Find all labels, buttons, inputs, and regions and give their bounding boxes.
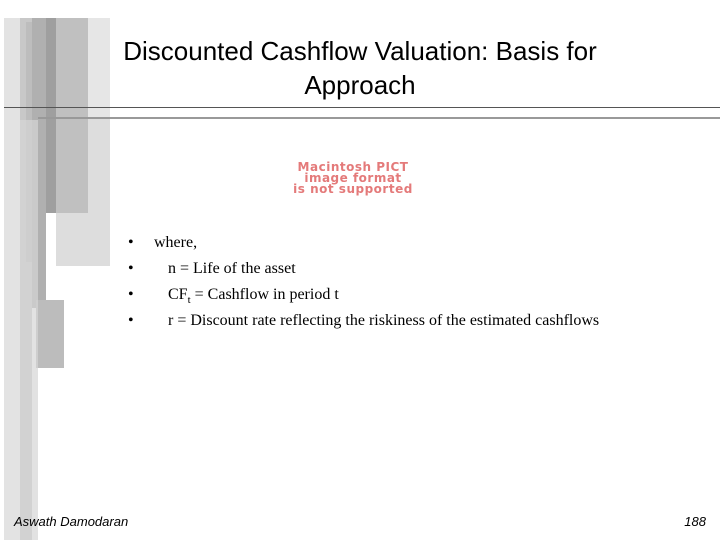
footer-author: Aswath Damodaran: [14, 514, 129, 529]
bullet-icon: •: [128, 234, 134, 251]
bullet-text: = Cashflow in period t: [190, 286, 339, 303]
bullet-text: where,: [154, 234, 198, 251]
bullet-text: n = Life of the asset: [168, 260, 296, 277]
title-divider: [4, 107, 720, 108]
bullet-icon: •: [128, 312, 134, 329]
slide-title-line-1: Discounted Cashflow Valuation: Basis for: [123, 36, 597, 66]
list-item: [128, 282, 599, 308]
list-item: [128, 256, 599, 282]
placeholder-line-1: Macintosh PICT: [297, 160, 409, 174]
cashflow-symbol: CF: [168, 286, 188, 303]
title-divider-shadow: [38, 117, 720, 119]
decorative-bar: [4, 18, 20, 540]
decorative-bar: [20, 120, 38, 540]
list-item: [128, 230, 599, 256]
placeholder-line-2: image format: [304, 171, 402, 185]
list-item: [128, 308, 599, 334]
bullet-text: r = Discount rate reflecting the riskiness of the estimated cashflows: [168, 312, 600, 329]
slide-title: [60, 34, 660, 102]
bullet-list: [128, 230, 599, 334]
page-number: 188: [684, 514, 706, 529]
slide-title-line-2: Approach: [304, 70, 416, 100]
bullet-icon: •: [128, 260, 134, 277]
unsupported-image-placeholder: [268, 162, 438, 195]
bullet-icon: •: [128, 286, 134, 303]
cashflow-subscript: t: [187, 294, 191, 307]
decorative-bar: [36, 300, 64, 368]
placeholder-line-3: is not supported: [293, 182, 413, 196]
